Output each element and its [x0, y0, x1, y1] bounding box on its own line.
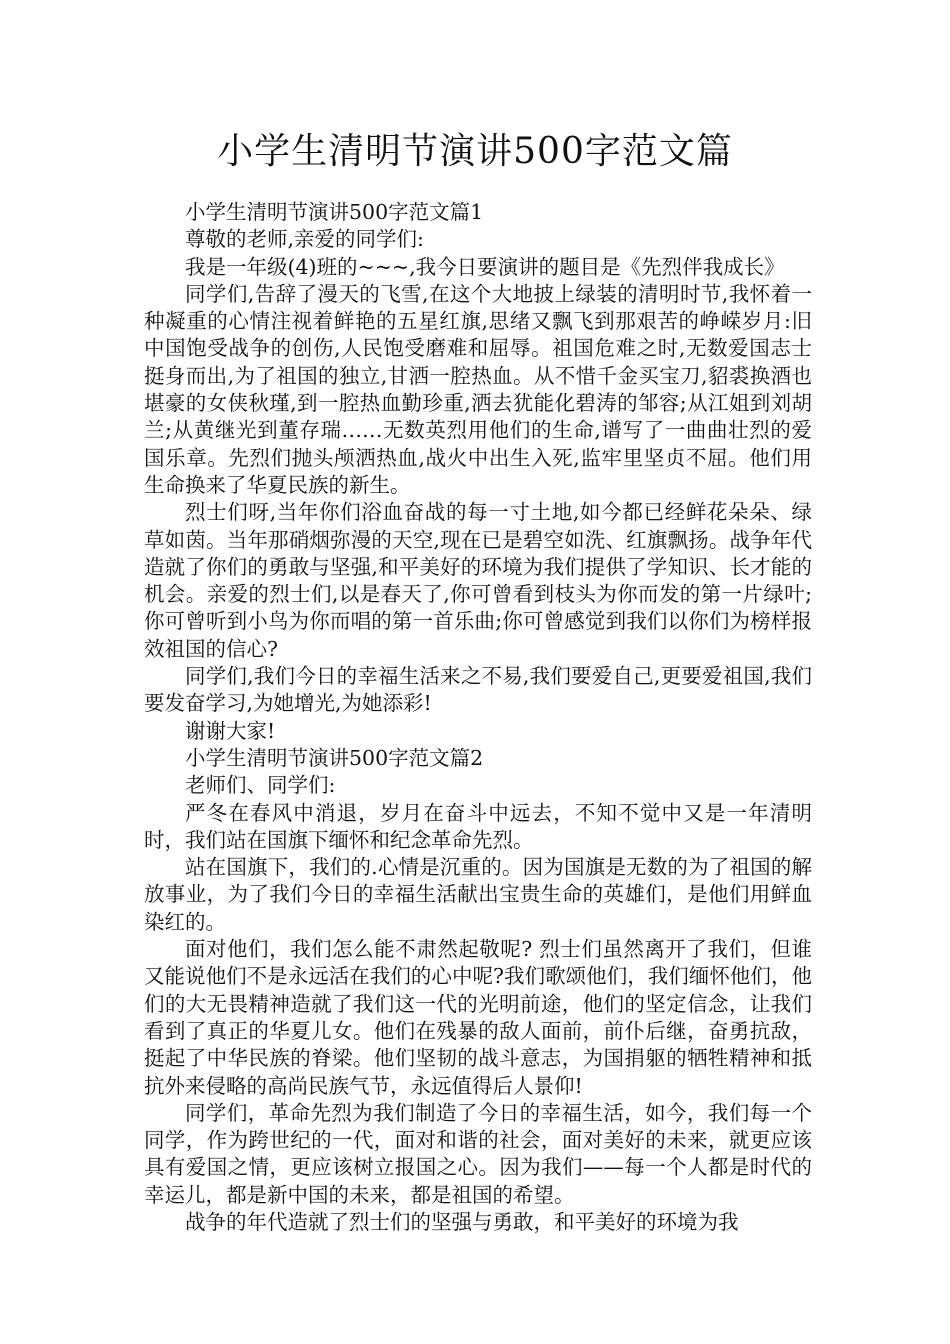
- paragraph: 同学们,告辞了漫天的飞雪,在这个大地披上绿装的清明时节,我怀着一种凝重的心情注视着鲜艳的五星红旗,思绪又飘飞到那艰苦的峥嵘岁月:旧中国饱受战争的创伤,人民饱受磨难和屈辱。祖国危难之时,无数爱国志士挺身而出,为了祖国的独立,甘洒一腔热血。从不惜千金买宝刀,貂裘换酒也堪豪的女侠秋瑾,到一腔热血勤珍重,洒去犹能化碧涛的邹容;从江姐到刘胡兰;从黄继光到董存瑞……无数英烈用他们的生命,谱写了一曲曲壮烈的爱国乐章。先烈们抛头颅洒热血,战火中出生入死,监牢里坚贞不屈。他们用生命换来了华夏民族的新生。: [144, 281, 812, 497]
- document-body: [144, 199, 812, 1236]
- paragraph: 我是一年级(4)班的~~~,我今日要演讲的题目是《先烈伴我成长》: [185, 254, 785, 279]
- salutation-1: 尊敬的老师,亲爱的同学们:: [185, 227, 424, 252]
- paragraph: 同学们，革命先烈为我们制造了今日的幸福生活，如今，我们每一个同学，作为跨世纪的一代，面对和谐的社会，面对美好的未来，就更应该具有爱国之情，更应该树立报国之心。因为我们——每一个人都是时代的幸运儿，都是新中国的未来，都是祖国的希望。: [144, 1100, 812, 1207]
- paragraph: 烈士们呀,当年你们浴血奋战的每一寸土地,如今都已经鲜花朵朵、绿草如茵。当年那硝烟弥漫的天空,现在已是碧空如洗、红旗飘扬。战争年代造就了你们的勇敢与坚强,和平美好的环境为我们提供了学知识、长才能的机会。亲爱的烈士们,以是春天了,你可曾看到枝头为你而发的第一片绿叶;你可曾听到小鸟为你而唱的第一首乐曲;你可曾感觉到我们以你们为榜样报效祖国的信心?: [144, 500, 812, 661]
- paragraph: 严冬在春风中消退，岁月在奋斗中远去，不知不觉中又是一年清明时，我们站在国旗下缅怀和纪念革命先烈。: [144, 800, 812, 852]
- paragraph: 面对他们，我们怎么能不肃然起敬呢? 烈士们虽然离开了我们，但谁又能说他们不是永远活在我们的心中呢?我们歌颂他们，我们缅怀他们，他们的大无畏精神造就了我们这一代的光明前途，他们的坚定信念，让我们看到了真正的华夏儿女。他们在残暴的敌人面前，前仆后继，奋勇抗敌，挺起了中华民族的脊梁。他们坚韧的战斗意志，为国捐躯的牺牲精神和抵抗外来侵略的高尚民族气节，永远值得后人景仰!: [144, 937, 812, 1098]
- section-heading-1: 小学生清明节演讲500字范文篇1: [185, 200, 484, 224]
- paragraph: 同学们,我们今日的幸福生活来之不易,我们要爱自己,更要爱祖国,我们要发奋学习,为她增光,为她添彩!: [144, 664, 812, 716]
- closing-1: 谢谢大家!: [185, 718, 276, 743]
- salutation-2: 老师们、同学们:: [185, 773, 336, 798]
- document-title: 小学生清明节演讲500字范文篇: [217, 131, 733, 172]
- section-heading-2: 小学生清明节演讲500字范文篇2: [185, 745, 484, 770]
- paragraph: 站在国旗下，我们的.心情是沉重的。因为国旗是无数的为了祖国的解放事业，为了我们今日的幸福生活献出宝贵生命的英雄们，是他们用鲜血染红的。: [144, 855, 812, 934]
- paragraph: 战争的年代造就了烈士们的坚强与勇敢，和平美好的环境为我: [185, 1209, 739, 1234]
